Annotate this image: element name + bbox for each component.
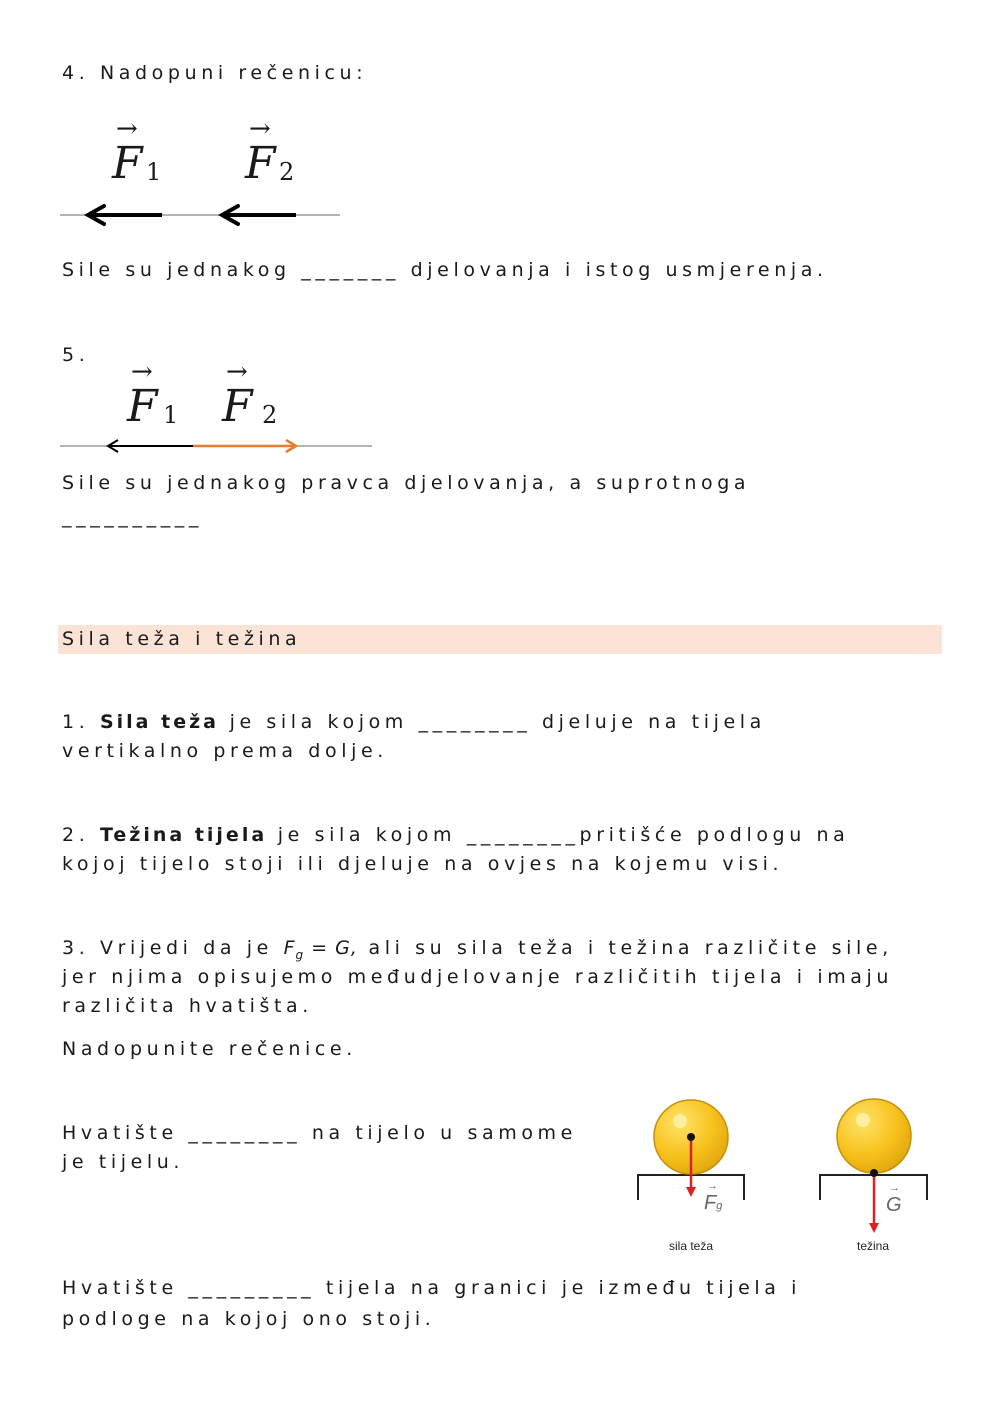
item-number: 2. (62, 824, 90, 846)
g-label (886, 1182, 902, 1217)
vector-letter: F (112, 138, 143, 189)
fg-letter: F (704, 1192, 717, 1214)
vector-index: 2 (279, 158, 295, 186)
item-text: 3. Vrijedi da je (62, 937, 273, 959)
fill2-line2: podloge na kojoj ono stoji. (62, 1308, 436, 1330)
item-text: ali su sila teža i težina različite sile, (368, 937, 893, 959)
sila-teza-diagram (638, 1100, 744, 1200)
q5-arrow-f1 (108, 440, 193, 452)
q5-sentence-line1: Sile su jednakog pravca djelovanja, a suprotnoga (62, 472, 751, 494)
q4-title: 4. Nadopuni rečenicu: (62, 62, 368, 84)
vector-arrow-icon: → (131, 357, 153, 387)
section-title: Sila teža i težina (62, 628, 302, 650)
item2-line2: kojoj tijelo stoji ili djeluje na ovjes na kojemu visi. (62, 853, 784, 875)
q4-sentence: Sile su jednakog _______ djelovanja i istog usmjerenja. (62, 259, 828, 281)
ball (837, 1099, 911, 1173)
vector-arrow-icon: → (116, 114, 138, 144)
fill2-line1: Hvatište _________ tijela na granici je između tijela i (62, 1277, 802, 1299)
formula-sub: g (295, 947, 305, 962)
instruction: Nadopunite rečenice. (62, 1038, 357, 1060)
gravity-figure (620, 1090, 950, 1260)
item-text: je sila kojom ________ djeluje na tijela (229, 711, 766, 733)
vector-arrow-icon: → (889, 1182, 900, 1194)
vector-letter: F (245, 138, 276, 189)
fill1-line2: je tijelu. (62, 1151, 185, 1173)
application-point (687, 1133, 695, 1141)
item3-line3: različita hvatišta. (62, 995, 313, 1017)
g-letter: G (886, 1194, 902, 1216)
item1-line2: vertikalno prema dolje. (62, 740, 388, 762)
vector-arrow-icon: → (249, 114, 271, 144)
formula-letter: F (283, 937, 296, 959)
item2-line1 (62, 821, 849, 850)
item-number: 1. (62, 711, 90, 733)
section-header (58, 625, 942, 654)
formula-eq: = G, (311, 937, 358, 959)
vector-arrow-icon: → (226, 357, 248, 387)
vector-arrow-icon: → (707, 1180, 718, 1192)
q5-number: 5. (62, 344, 90, 366)
q5-arrow-f2 (193, 440, 296, 452)
q4-arrow-f2 (222, 206, 296, 224)
q5-sentence-line2: __________ (62, 506, 203, 528)
fill1-line1: Hvatište ________ na tijelo u samome (62, 1122, 577, 1144)
item-text: je sila kojom ________pritišće podlogu na (277, 824, 850, 846)
caption-tezina: težina (857, 1239, 890, 1253)
fg-label (704, 1180, 723, 1215)
fg-sub: g (716, 1200, 723, 1212)
vector-index: 1 (146, 158, 162, 186)
vector-index: 1 (163, 401, 179, 429)
item3-line2: jer njima opisujemo međudjelovanje različitih tijela i imaju (62, 966, 894, 988)
term-bold: Sila teža (99, 711, 219, 733)
tezina-diagram (820, 1099, 927, 1233)
vector-letter: F (127, 381, 158, 432)
term-bold: Težina tijela (99, 824, 268, 846)
formula (283, 937, 358, 962)
vector-index: 2 (262, 401, 278, 429)
item1-line1 (62, 708, 766, 737)
vector-letter: F (222, 381, 253, 432)
application-point (870, 1169, 878, 1177)
caption-sila-teza: sila teža (669, 1239, 714, 1253)
q4-arrow-f1 (88, 206, 162, 224)
